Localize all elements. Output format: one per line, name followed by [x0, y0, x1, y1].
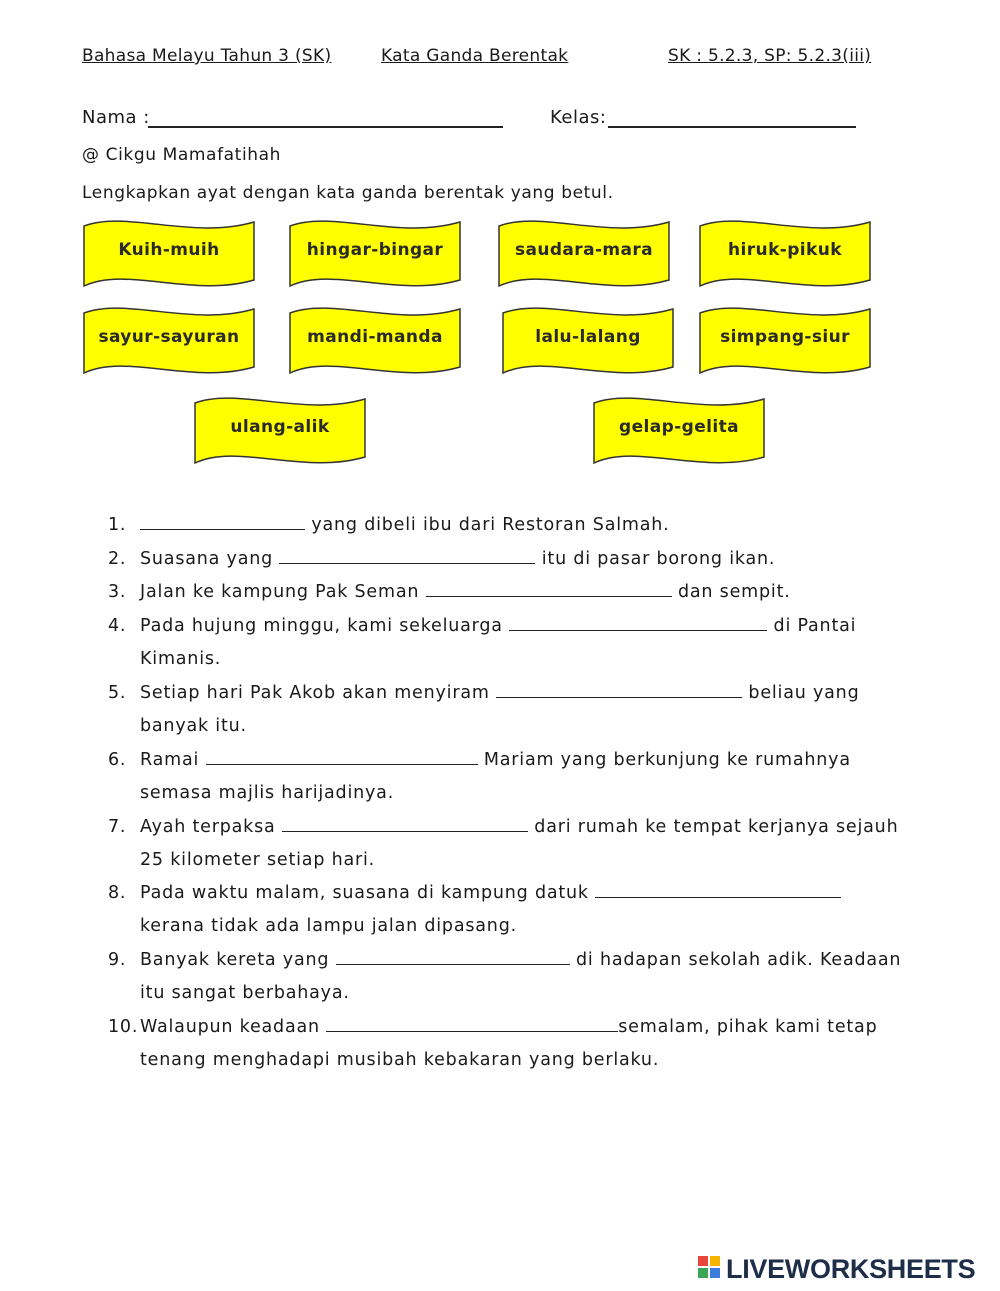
question-number: 10.: [108, 1017, 139, 1037]
word-flag: Kuih-muih: [82, 216, 256, 294]
answer-blank[interactable]: [426, 578, 672, 597]
nama-label: Nama :: [82, 107, 150, 128]
question-number: 1.: [108, 515, 127, 535]
answer-blank[interactable]: [509, 612, 767, 631]
answer-blank[interactable]: [282, 813, 528, 832]
answer-blank[interactable]: [140, 511, 305, 530]
answer-blank[interactable]: [326, 1013, 618, 1032]
topic-title: Kata Ganda Berentak: [381, 46, 569, 66]
answer-blank[interactable]: [595, 879, 841, 898]
word-flag: sayur-sayuran: [82, 303, 256, 381]
word-flag: lalu-lalang: [501, 303, 675, 381]
answer-blank[interactable]: [496, 679, 742, 698]
answer-blank[interactable]: [279, 545, 535, 564]
answer-blank[interactable]: [206, 746, 478, 765]
question-number: 7.: [108, 817, 127, 837]
word-flag: simpang-siur: [698, 303, 872, 381]
subject-title: Bahasa Melayu Tahun 3 (SK): [82, 46, 332, 66]
word-flag: saudara-mara: [497, 216, 671, 294]
nama-field[interactable]: [148, 106, 503, 128]
question-number: 8.: [108, 883, 127, 903]
word-flag: mandi-manda: [288, 303, 462, 381]
question-number: 4.: [108, 616, 127, 636]
question-number: 2.: [108, 549, 127, 569]
word-flag: hingar-bingar: [288, 216, 462, 294]
answer-blank[interactable]: [336, 946, 570, 965]
logo-text: LIVEWORKSHEETS: [726, 1254, 976, 1284]
question-number: 3.: [108, 582, 127, 602]
question-number: 5.: [108, 683, 127, 703]
kelas-field[interactable]: [608, 106, 856, 128]
liveworksheets-logo[interactable]: [698, 1252, 994, 1286]
word-flag: gelap-gelita: [592, 393, 766, 471]
word-flag: hiruk-pikuk: [698, 216, 872, 294]
author-credit: @ Cikgu Mamafatihah: [82, 145, 282, 165]
instruction: Lengkapkan ayat dengan kata ganda berentak yang betul.: [82, 183, 614, 203]
word-flag: ulang-alik: [193, 393, 367, 471]
kelas-label: Kelas:: [550, 107, 607, 128]
standard-code: SK : 5.2.3, SP: 5.2.3(iii): [668, 46, 872, 66]
question-number: 9.: [108, 950, 127, 970]
question-number: 6.: [108, 750, 127, 770]
